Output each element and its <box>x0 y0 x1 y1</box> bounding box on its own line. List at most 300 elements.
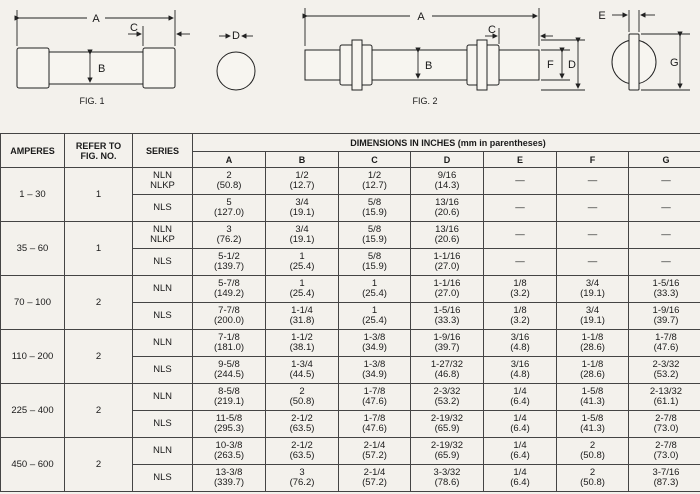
fig2-dim-b: B <box>425 60 433 72</box>
table-row <box>1 330 700 357</box>
dimension-inches: 1/4 <box>513 440 527 451</box>
dimension-inches: 5/8 <box>367 224 382 235</box>
dimension-mm: (50.8) <box>580 477 605 488</box>
dimension-cell <box>629 195 700 222</box>
dimension-cell <box>411 249 484 276</box>
series-name: NLN <box>152 224 172 235</box>
fig1-label: FIG. 1 <box>79 96 105 106</box>
dimension-cell <box>411 303 484 330</box>
dimension-inches: 1 <box>371 305 378 316</box>
dimension-cell <box>411 438 484 465</box>
dimension-inches: 13-3/8 <box>215 467 243 478</box>
dimension-cell <box>484 195 557 222</box>
fig2-side-view <box>305 8 585 106</box>
dimension-inches: 1-1/8 <box>581 359 604 370</box>
fig1-dim-d: D <box>232 30 240 42</box>
dimension-inches: — <box>661 229 671 240</box>
dimension-inches: 1-1/2 <box>291 332 313 343</box>
fig2-dim-f: F <box>547 59 554 71</box>
dimension-inches: 1/4 <box>513 413 527 424</box>
dimension-inches: 1-27/32 <box>430 359 464 370</box>
series-name: NLS <box>153 364 172 375</box>
dimension-mm: (47.6) <box>362 396 387 407</box>
dimension-mm: (28.6) <box>580 369 605 380</box>
dimension-cell <box>266 222 339 249</box>
dimension-cell <box>193 168 266 195</box>
series-name: NLN <box>152 391 172 402</box>
dimension-inches: 2-7/8 <box>655 440 677 451</box>
dimension-mm: (53.2) <box>434 396 460 407</box>
dimension-inches: 1-1/8 <box>581 332 604 343</box>
dimension-cell <box>339 303 411 330</box>
dimension-inches: 2 <box>589 440 596 451</box>
table-row <box>1 168 700 195</box>
dimension-mm: (14.3) <box>434 180 460 191</box>
dim-column-header: E <box>484 152 557 168</box>
series-name: NLKP <box>150 234 175 245</box>
dimension-mm: (15.9) <box>362 207 387 218</box>
dimension-mm: (339.7) <box>213 477 245 488</box>
dimension-inches: — <box>587 256 598 267</box>
dimension-cell <box>266 249 339 276</box>
dimension-inches: 2 <box>589 467 596 478</box>
series-cell <box>133 195 193 222</box>
dimension-cell <box>557 249 629 276</box>
header-series: SERIES <box>133 134 193 168</box>
dimension-mm: (53.2) <box>653 369 679 380</box>
dimension-cell <box>557 438 629 465</box>
dimension-cell <box>193 465 266 492</box>
dimension-cell <box>339 384 411 411</box>
dimension-mm: (4.8) <box>510 369 530 380</box>
dimension-cell <box>339 438 411 465</box>
dimension-mm: (19.1) <box>580 315 605 326</box>
amperes-cell: 1 – 30 <box>1 168 65 222</box>
dimension-inches: 3/4 <box>295 197 309 208</box>
dimension-inches: 1-1/16 <box>433 278 461 289</box>
dimension-cell <box>411 357 484 384</box>
dimension-mm: (38.1) <box>289 342 315 353</box>
dimension-inches: 1/4 <box>513 467 527 478</box>
dimension-cell <box>339 195 411 222</box>
dimension-inches: 5 <box>226 197 232 208</box>
dimension-inches: 5-1/2 <box>218 251 240 262</box>
dimension-mm: (6.4) <box>510 477 530 488</box>
dimension-inches: 1/2 <box>367 170 382 181</box>
dimension-inches: 13/16 <box>435 224 459 235</box>
dimension-cell <box>193 384 266 411</box>
dimension-inches: 3/4 <box>585 278 600 289</box>
dimension-mm: (149.2) <box>213 288 245 299</box>
dimension-inches: 1-7/8 <box>363 413 386 424</box>
dimension-inches: 1/8 <box>513 278 527 289</box>
fig-no-cell: 2 <box>65 276 133 330</box>
dimension-inches: — <box>515 175 525 186</box>
dimension-inches: 1-3/8 <box>363 332 386 343</box>
dimension-inches: 5/8 <box>367 251 382 262</box>
dimension-mm: (65.9) <box>434 423 460 434</box>
dimension-mm: (34.9) <box>362 342 387 353</box>
dimension-cell <box>484 168 557 195</box>
dimension-mm: (4.8) <box>510 342 530 353</box>
dimension-cell <box>629 411 700 438</box>
dimension-inches: 11-5/8 <box>215 413 243 424</box>
dimension-cell <box>557 276 629 303</box>
amperes-cell: 35 – 60 <box>1 222 65 276</box>
dimension-cell <box>193 249 266 276</box>
dimension-mm: (73.0) <box>653 450 679 461</box>
dimension-inches: 1 <box>299 278 305 289</box>
dimension-inches: 3 <box>226 224 232 235</box>
table-body <box>1 168 700 492</box>
dimension-inches: 1-1/4 <box>291 305 313 316</box>
dimension-inches: 2 <box>226 170 232 181</box>
fig2-label: FIG. 2 <box>412 96 438 106</box>
dimension-inches: 1 <box>299 251 305 262</box>
dimension-inches: 2-13/32 <box>649 386 683 397</box>
amperes-cell: 225 – 400 <box>1 384 65 438</box>
dimension-inches: — <box>515 229 525 240</box>
dim-column-header: C <box>339 152 411 168</box>
dimension-inches: 1/2 <box>295 170 309 181</box>
dimension-inches: 3/4 <box>295 224 309 235</box>
dimension-inches: — <box>661 175 671 186</box>
dimension-mm: (65.9) <box>434 450 460 461</box>
dimension-mm: (6.4) <box>510 423 530 434</box>
dimension-inches: 2-1/2 <box>291 440 313 451</box>
dimension-mm: (73.0) <box>653 423 679 434</box>
dimension-inches: 1-5/8 <box>581 413 604 424</box>
dimension-inches: 1-3/4 <box>291 359 313 370</box>
series-cell <box>133 168 193 195</box>
dimension-cell <box>629 357 700 384</box>
dimension-cell <box>266 357 339 384</box>
series-name: NLS <box>153 202 172 213</box>
dimension-cell <box>411 465 484 492</box>
fig-no-cell: 2 <box>65 330 133 384</box>
dimension-cell <box>266 168 339 195</box>
dimension-inches: 1/4 <box>513 386 527 397</box>
dimension-mm: (263.5) <box>213 450 245 461</box>
dimension-mm: (20.6) <box>434 207 460 218</box>
dimension-mm: (39.7) <box>653 315 679 326</box>
dimension-inches: — <box>515 256 525 267</box>
dimension-mm: (46.8) <box>434 369 460 380</box>
header-amperes: AMPERES <box>1 134 65 168</box>
dimension-mm: (44.5) <box>289 369 315 380</box>
series-name: NLS <box>153 418 172 429</box>
dimension-mm: (41.3) <box>580 396 605 407</box>
dimension-mm: (63.5) <box>289 423 315 434</box>
dimension-inches: 1-7/8 <box>363 386 386 397</box>
dim-column-header: G <box>629 152 700 168</box>
dimension-cell <box>484 357 557 384</box>
series-cell <box>133 438 193 465</box>
dimension-cell <box>339 357 411 384</box>
dimension-cell <box>339 465 411 492</box>
series-name: NLS <box>153 256 172 267</box>
dimension-inches: 2-1/2 <box>291 413 313 424</box>
fig2-dim-g: G <box>670 57 679 69</box>
dimension-inches: 9-5/8 <box>218 359 240 370</box>
fig1-dim-a: A <box>92 13 100 25</box>
dimension-cell <box>484 303 557 330</box>
dimension-inches: — <box>587 202 598 213</box>
dimension-inches: 2-1/4 <box>363 440 386 451</box>
dimension-inches: 1-7/8 <box>655 332 677 343</box>
fig-no-cell: 1 <box>65 168 133 222</box>
dimension-mm: (50.8) <box>289 396 315 407</box>
dimension-mm: (33.3) <box>653 288 679 299</box>
series-name: NLN <box>152 337 172 348</box>
dimension-inches: 2-19/32 <box>430 440 464 451</box>
dimension-inches: 2-3/32 <box>652 359 680 370</box>
dimension-cell <box>557 465 629 492</box>
dimension-cell <box>339 276 411 303</box>
dimension-cell <box>266 330 339 357</box>
dimension-mm: (12.7) <box>362 180 387 191</box>
dimension-mm: (63.5) <box>289 450 315 461</box>
dimension-cell <box>557 168 629 195</box>
fig2-end-view <box>598 10 690 90</box>
dimension-inches: 2-7/8 <box>655 413 677 424</box>
dimension-inches: 2-1/4 <box>363 467 386 478</box>
dimension-cell <box>266 438 339 465</box>
series-name: NLN <box>152 445 172 456</box>
dimension-cell <box>557 384 629 411</box>
dimension-mm: (244.5) <box>213 369 245 380</box>
series-name: NLKP <box>150 180 175 191</box>
dimensions-table <box>0 133 700 492</box>
dimension-inches: 1-5/16 <box>433 305 461 316</box>
header-refer-to: REFER TO <box>75 140 122 151</box>
dimension-mm: (50.8) <box>580 450 605 461</box>
series-cell <box>133 384 193 411</box>
dimension-mm: (15.9) <box>362 234 387 245</box>
dimension-cell <box>339 168 411 195</box>
dimension-cell <box>484 276 557 303</box>
dimension-cell <box>266 384 339 411</box>
series-name: NLS <box>153 472 172 483</box>
dimension-cell <box>193 330 266 357</box>
dimension-cell <box>484 465 557 492</box>
fuse-figures <box>0 0 700 120</box>
table-row <box>1 384 700 411</box>
dimension-mm: (25.4) <box>289 288 315 299</box>
dimension-mm: (28.6) <box>580 342 605 353</box>
fig2-dim-d: D <box>568 59 576 71</box>
dimension-mm: (57.2) <box>362 450 387 461</box>
dimension-mm: (78.6) <box>434 477 460 488</box>
dimension-mm: (27.0) <box>434 288 460 299</box>
dimension-mm: (57.2) <box>362 477 387 488</box>
dimension-cell <box>557 222 629 249</box>
series-name: NLN <box>152 170 172 181</box>
dimension-mm: (25.4) <box>289 261 315 272</box>
dimension-mm: (20.6) <box>434 234 460 245</box>
dimension-cell <box>557 195 629 222</box>
dimension-inches: 3-7/16 <box>652 467 680 478</box>
series-cell <box>133 276 193 303</box>
dimension-inches: 5-7/8 <box>218 278 240 289</box>
series-cell <box>133 303 193 330</box>
dimension-cell <box>629 330 700 357</box>
dimension-mm: (19.1) <box>289 207 315 218</box>
dimension-inches: 13/16 <box>435 197 459 208</box>
dimension-mm: (19.1) <box>289 234 315 245</box>
dimension-cell <box>339 222 411 249</box>
dimension-mm: (25.4) <box>362 315 387 326</box>
fig1-end-view <box>217 30 255 90</box>
dimension-mm: (181.0) <box>213 342 245 353</box>
dimension-inches: 1-5/8 <box>581 386 604 397</box>
dimension-cell <box>193 411 266 438</box>
header-dimensions: DIMENSIONS IN INCHES (mm in parentheses) <box>193 134 700 152</box>
dimension-mm: (127.0) <box>213 207 245 218</box>
fig-no-cell: 2 <box>65 384 133 438</box>
dimension-cell <box>629 249 700 276</box>
dimension-cell <box>629 276 700 303</box>
fig1-dim-b: B <box>98 63 106 75</box>
dimension-cell <box>557 303 629 330</box>
dimension-mm: (47.6) <box>362 423 387 434</box>
dimension-cell <box>629 438 700 465</box>
dimension-cell <box>411 168 484 195</box>
dimension-cell <box>629 384 700 411</box>
dimension-inches: 1-9/16 <box>652 305 680 316</box>
dimension-mm: (6.4) <box>510 396 530 407</box>
dimension-cell <box>193 195 266 222</box>
dimension-mm: (61.1) <box>653 396 679 407</box>
series-name: NLN <box>152 283 172 294</box>
dim-column-header: B <box>266 152 339 168</box>
dimension-inches: 3-3/32 <box>433 467 461 478</box>
table-row <box>1 438 700 465</box>
fig-no-cell: 2 <box>65 438 133 492</box>
dimension-mm: (25.4) <box>362 288 387 299</box>
dimension-cell <box>484 222 557 249</box>
dimension-cell <box>411 222 484 249</box>
dimension-mm: (31.8) <box>289 315 315 326</box>
dimension-inches: 2-19/32 <box>430 413 464 424</box>
dimension-inches: — <box>661 256 671 267</box>
dimension-mm: (3.2) <box>510 315 530 326</box>
series-name: NLS <box>153 310 172 321</box>
dimension-mm: (76.2) <box>216 234 242 245</box>
dimension-mm: (295.3) <box>213 423 245 434</box>
dimension-cell <box>629 465 700 492</box>
dimension-mm: (41.3) <box>580 423 605 434</box>
dimension-inches: 7-1/8 <box>218 332 240 343</box>
dimension-cell <box>411 330 484 357</box>
dimension-cell <box>266 411 339 438</box>
dimension-inches: 1/8 <box>513 305 527 316</box>
dimension-mm: (3.2) <box>510 288 530 299</box>
dimension-cell <box>193 357 266 384</box>
dimension-inches: 3/16 <box>510 332 530 343</box>
dimension-cell <box>411 276 484 303</box>
dimension-inches: 3/4 <box>585 305 600 316</box>
dimension-cell <box>411 195 484 222</box>
dimension-mm: (200.0) <box>213 315 245 326</box>
amperes-cell: 70 – 100 <box>1 276 65 330</box>
dim-column-header: D <box>411 152 484 168</box>
amperes-cell: 450 – 600 <box>1 438 65 492</box>
dimension-inches: 1-1/16 <box>433 251 461 262</box>
dimension-cell <box>339 249 411 276</box>
dimension-cell <box>484 330 557 357</box>
series-cell <box>133 222 193 249</box>
dimension-cell <box>557 330 629 357</box>
dimension-cell <box>193 222 266 249</box>
dim-column-header: A <box>193 152 266 168</box>
dimension-cell <box>484 384 557 411</box>
dimension-mm: (76.2) <box>289 477 315 488</box>
dimension-cell <box>339 411 411 438</box>
dimension-inches: 5/8 <box>367 197 382 208</box>
dimension-mm: (39.7) <box>434 342 460 353</box>
fig2-dim-e: E <box>598 10 606 22</box>
dimension-cell <box>193 303 266 330</box>
dimension-cell <box>193 438 266 465</box>
dimension-mm: (19.1) <box>580 288 605 299</box>
dimension-mm: (34.9) <box>362 369 387 380</box>
dimension-cell <box>411 384 484 411</box>
dimension-mm: (12.7) <box>289 180 315 191</box>
amperes-cell: 110 – 200 <box>1 330 65 384</box>
dimension-inches: 1-3/8 <box>363 359 386 370</box>
dimension-mm: (47.6) <box>653 342 679 353</box>
series-cell <box>133 249 193 276</box>
dimension-inches: — <box>587 175 598 186</box>
fig2-dim-a: A <box>417 11 425 23</box>
dimension-cell <box>193 276 266 303</box>
dimension-inches: 1-9/16 <box>433 332 461 343</box>
dimension-inches: 3 <box>299 467 305 478</box>
header-fig-no: FIG. NO. <box>80 150 117 161</box>
fig1-side-view <box>17 10 190 106</box>
dimension-inches: 9/16 <box>437 170 457 181</box>
dimension-cell <box>484 438 557 465</box>
dimension-cell <box>266 276 339 303</box>
dimension-inches: 10-3/8 <box>215 440 243 451</box>
dimension-inches: 3/16 <box>510 359 530 370</box>
dimension-inches: 2 <box>299 386 305 397</box>
dimension-cell <box>339 330 411 357</box>
fig2-dim-c: C <box>488 24 496 36</box>
fig-no-cell: 1 <box>65 222 133 276</box>
dimension-mm: (219.1) <box>213 396 245 407</box>
dimension-mm: (87.3) <box>653 477 679 488</box>
dimension-cell <box>266 195 339 222</box>
dimension-cell <box>411 411 484 438</box>
dimension-inches: — <box>661 202 671 213</box>
dimension-cell <box>484 249 557 276</box>
dimension-inches: 8-5/8 <box>218 386 240 397</box>
dimension-cell <box>629 303 700 330</box>
dimension-inches: — <box>587 229 598 240</box>
dimension-cell <box>484 411 557 438</box>
dimension-inches: 2-3/32 <box>433 386 461 397</box>
dimension-mm: (27.0) <box>434 261 460 272</box>
header-refer-to-fig <box>65 134 133 168</box>
dimension-mm: (6.4) <box>510 450 530 461</box>
table-row <box>1 222 700 249</box>
dimension-cell <box>557 411 629 438</box>
dimension-cell <box>266 303 339 330</box>
series-cell <box>133 330 193 357</box>
dimension-mm: (15.9) <box>362 261 387 272</box>
